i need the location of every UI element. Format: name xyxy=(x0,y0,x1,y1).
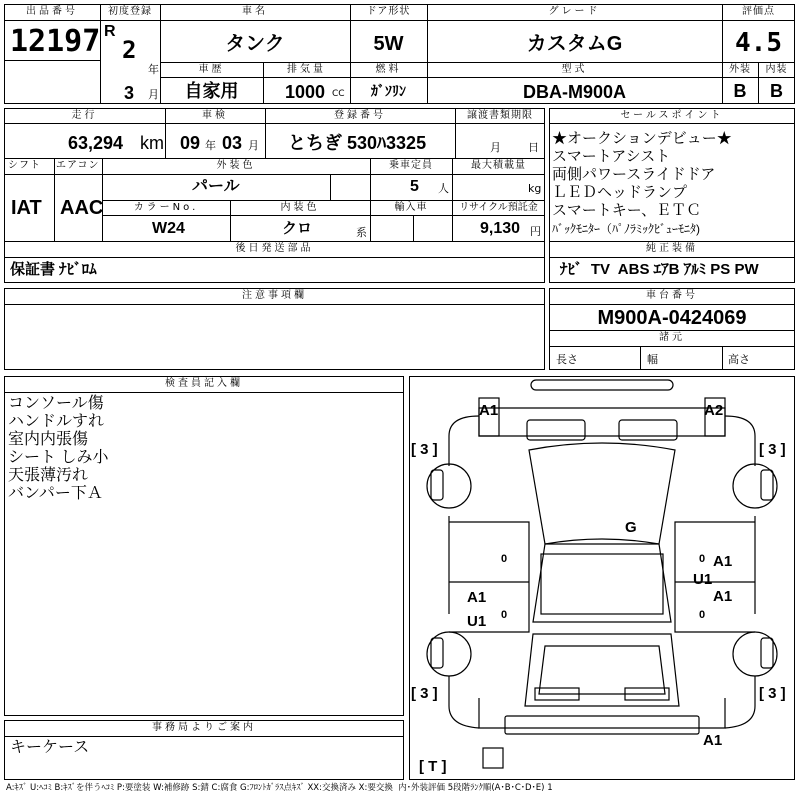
aircon: AAC xyxy=(60,197,104,219)
damage-right-upper-a: A1 xyxy=(713,553,733,570)
later-parts: 保証書 ﾅﾋﾞﾛﾑ xyxy=(10,261,97,278)
damage-front-right: A2 xyxy=(704,402,724,419)
later-parts-label: 後日発送部品 xyxy=(235,243,314,254)
max-load-label: 最大積載量 xyxy=(471,160,526,171)
inspection-month: 03 xyxy=(222,133,243,153)
tire-rear-left-grade: [ 3 ] xyxy=(411,685,438,702)
color: パール xyxy=(192,178,240,195)
transfer-day: 日 xyxy=(528,141,539,154)
inspector-line-3: 室内内張傷 xyxy=(8,431,89,448)
first-registration-label: 初度登録 xyxy=(108,6,152,17)
damage-rear: A1 xyxy=(703,732,723,749)
inspector-line-1: コンソール傷 xyxy=(8,395,104,412)
lot-number-label: 出品番号 xyxy=(26,6,78,17)
sales-points-label: セールスポイント xyxy=(620,110,724,121)
exterior-grade: B xyxy=(733,81,747,101)
office-info-label: 事務局よりご案内 xyxy=(152,722,256,733)
interior-color-label: 内装色 xyxy=(280,202,320,213)
sales-line-3: 両側パワースライドドア xyxy=(552,166,716,183)
inspection-year-unit: 年 xyxy=(205,139,216,152)
chassis-number: M900A-0424069 xyxy=(597,307,747,329)
inspector-line-2: ハンドルすれ xyxy=(8,413,105,430)
aircon-label: エアコン xyxy=(56,160,100,171)
color-number: W24 xyxy=(152,220,185,237)
plate-number: とちぎ 530ﾊ3325 xyxy=(288,133,427,153)
max-load-unit: kg xyxy=(528,182,542,195)
history-label: 車歴 xyxy=(198,64,225,75)
grade: カスタムG xyxy=(526,33,623,55)
inspection-month-unit: 月 xyxy=(248,139,259,152)
tire-rear-right-grade: [ 3 ] xyxy=(759,685,786,702)
door-type-label: ドア形状 xyxy=(366,6,411,17)
windshield-outline xyxy=(529,443,675,544)
grade-label: グレード xyxy=(548,6,601,17)
lot-number: 12197 xyxy=(10,24,101,59)
caution-label: 注意事項欄 xyxy=(242,290,307,301)
exterior-label: 外装 xyxy=(729,64,751,75)
genuine-equipment-label: 純正装備 xyxy=(646,243,698,254)
fuel-label: 燃料 xyxy=(375,64,402,75)
score: 4.5 xyxy=(735,28,782,58)
car-name-label: 車名 xyxy=(242,6,268,17)
roof-outline xyxy=(533,544,671,622)
displacement: 1000 xyxy=(285,82,326,102)
genuine-equipment: ﾅﾋﾞ TV ABS ｴｱB ｱﾙﾐ PS PW xyxy=(560,261,759,278)
capacity: 5 xyxy=(410,178,419,195)
month-unit: 月 xyxy=(148,88,159,101)
import-label: 輸入車 xyxy=(394,202,428,213)
mark-zero-2: 0 xyxy=(699,553,706,565)
length-label: 長さ xyxy=(556,353,578,366)
inspector-notes-label: 検査員記入欄 xyxy=(165,378,243,389)
shift-label: シフト xyxy=(8,160,41,171)
recycle-unit: 円 xyxy=(530,225,541,238)
inspector-line-4: シート しみ小 xyxy=(8,449,109,466)
displacement-label: 排気量 xyxy=(287,64,326,75)
registration-year: 2 xyxy=(122,36,137,64)
damage-left-a: A1 xyxy=(467,589,487,606)
inspector-line-5: 天張薄汚れ xyxy=(8,467,89,484)
specs-label: 諸元 xyxy=(659,332,685,343)
front-bumper xyxy=(531,380,673,390)
model-code: DBA-M900A xyxy=(522,82,627,102)
mileage-unit: km xyxy=(140,133,164,153)
inspection-label: 車検 xyxy=(202,110,228,121)
damage-right-upper-u: U1 xyxy=(693,571,713,588)
score-label: 評価点 xyxy=(742,6,775,17)
car-name: タンク xyxy=(225,33,285,55)
car-diagram xyxy=(409,376,795,780)
interior-label: 内装 xyxy=(765,64,788,75)
office-info: キーケース xyxy=(10,739,90,756)
recycle-label: リサイクル預託金 xyxy=(459,202,538,213)
sales-line-4: ＬＥＤヘッドランプ xyxy=(552,184,688,201)
chassis-number-label: 車台番号 xyxy=(646,290,698,301)
registration-month: 3 xyxy=(124,83,135,103)
mark-zero-1: 0 xyxy=(501,553,508,565)
inspector-line-6: バンパー下Ａ xyxy=(8,485,103,502)
shift: IAT xyxy=(11,197,42,219)
mark-zero-4: 0 xyxy=(699,609,706,621)
plate-label: 登録番号 xyxy=(334,110,386,121)
interior-grade: B xyxy=(770,81,783,101)
damage-front-left: A1 xyxy=(479,402,499,419)
interior-color-unit: 系 xyxy=(356,226,367,239)
sales-line-2: スマートアシスト xyxy=(552,148,671,165)
sales-line-6: ﾊﾞｯｸﾓﾆﾀｰ（ﾊﾟﾉﾗﾐｯｸﾋﾞｭｰﾓﾆﾀ) xyxy=(552,222,700,236)
door-type: 5W xyxy=(373,33,404,55)
damage-left-u: U1 xyxy=(467,613,487,630)
color-label: 外装色 xyxy=(216,160,256,171)
legend: A:ｷｽﾞ U:ﾍｺﾐ B:ｷｽﾞを伴うﾍｺﾐ P:要塗装 W:補修跡 S:錆 C:腐食 G:ﾌﾛﾝﾄｶﾞﾗｽ点ｷｽﾞ XX:交換済み X:要交換 内･外装評価 5段階ﾗﾝｸ順(A･B･C･D･E) 1 xyxy=(6,783,553,793)
mileage-label: 走行 xyxy=(71,110,98,121)
capacity-label: 乗車定員 xyxy=(389,160,433,171)
fuel: ｶﾞｿﾘﾝ xyxy=(371,83,406,99)
front-outline xyxy=(479,408,725,436)
rear-bumper xyxy=(479,698,725,728)
rear-window xyxy=(525,634,679,706)
model-code-label: 型式 xyxy=(561,64,588,75)
tire-front-right-grade: [ 3 ] xyxy=(759,441,786,458)
width-label: 幅 xyxy=(647,353,658,366)
history: 自家用 xyxy=(184,81,239,101)
spare-tire-grade: [ T ] xyxy=(419,758,447,775)
left-side-doors xyxy=(449,522,529,632)
sales-line-1: ★オークションデビュー★ xyxy=(552,130,732,147)
color-number-label: カラーNo. xyxy=(133,202,199,213)
era: R xyxy=(104,23,116,40)
height-label: 高さ xyxy=(728,353,750,366)
interior-color: クロ xyxy=(282,220,313,237)
tire-front-left-grade: [ 3 ] xyxy=(411,441,438,458)
transfer-deadline-label: 譲渡書類期限 xyxy=(467,110,533,121)
right-side-doors xyxy=(675,522,755,632)
year-unit: 年 xyxy=(148,63,159,76)
sales-line-5: スマートキー、ＥＴＣ xyxy=(552,202,702,219)
capacity-unit: 人 xyxy=(438,182,449,195)
recycle-fee: 9,130 xyxy=(480,220,521,237)
displacement-unit: CC xyxy=(332,89,345,99)
transfer-month: 月 xyxy=(490,141,501,154)
damage-right-lower-a: A1 xyxy=(713,588,733,605)
inspection-year: 09 xyxy=(180,133,201,153)
mark-zero-3: 0 xyxy=(501,609,508,621)
windshield-grade: G xyxy=(625,519,637,536)
mileage: 63,294 xyxy=(68,133,124,153)
